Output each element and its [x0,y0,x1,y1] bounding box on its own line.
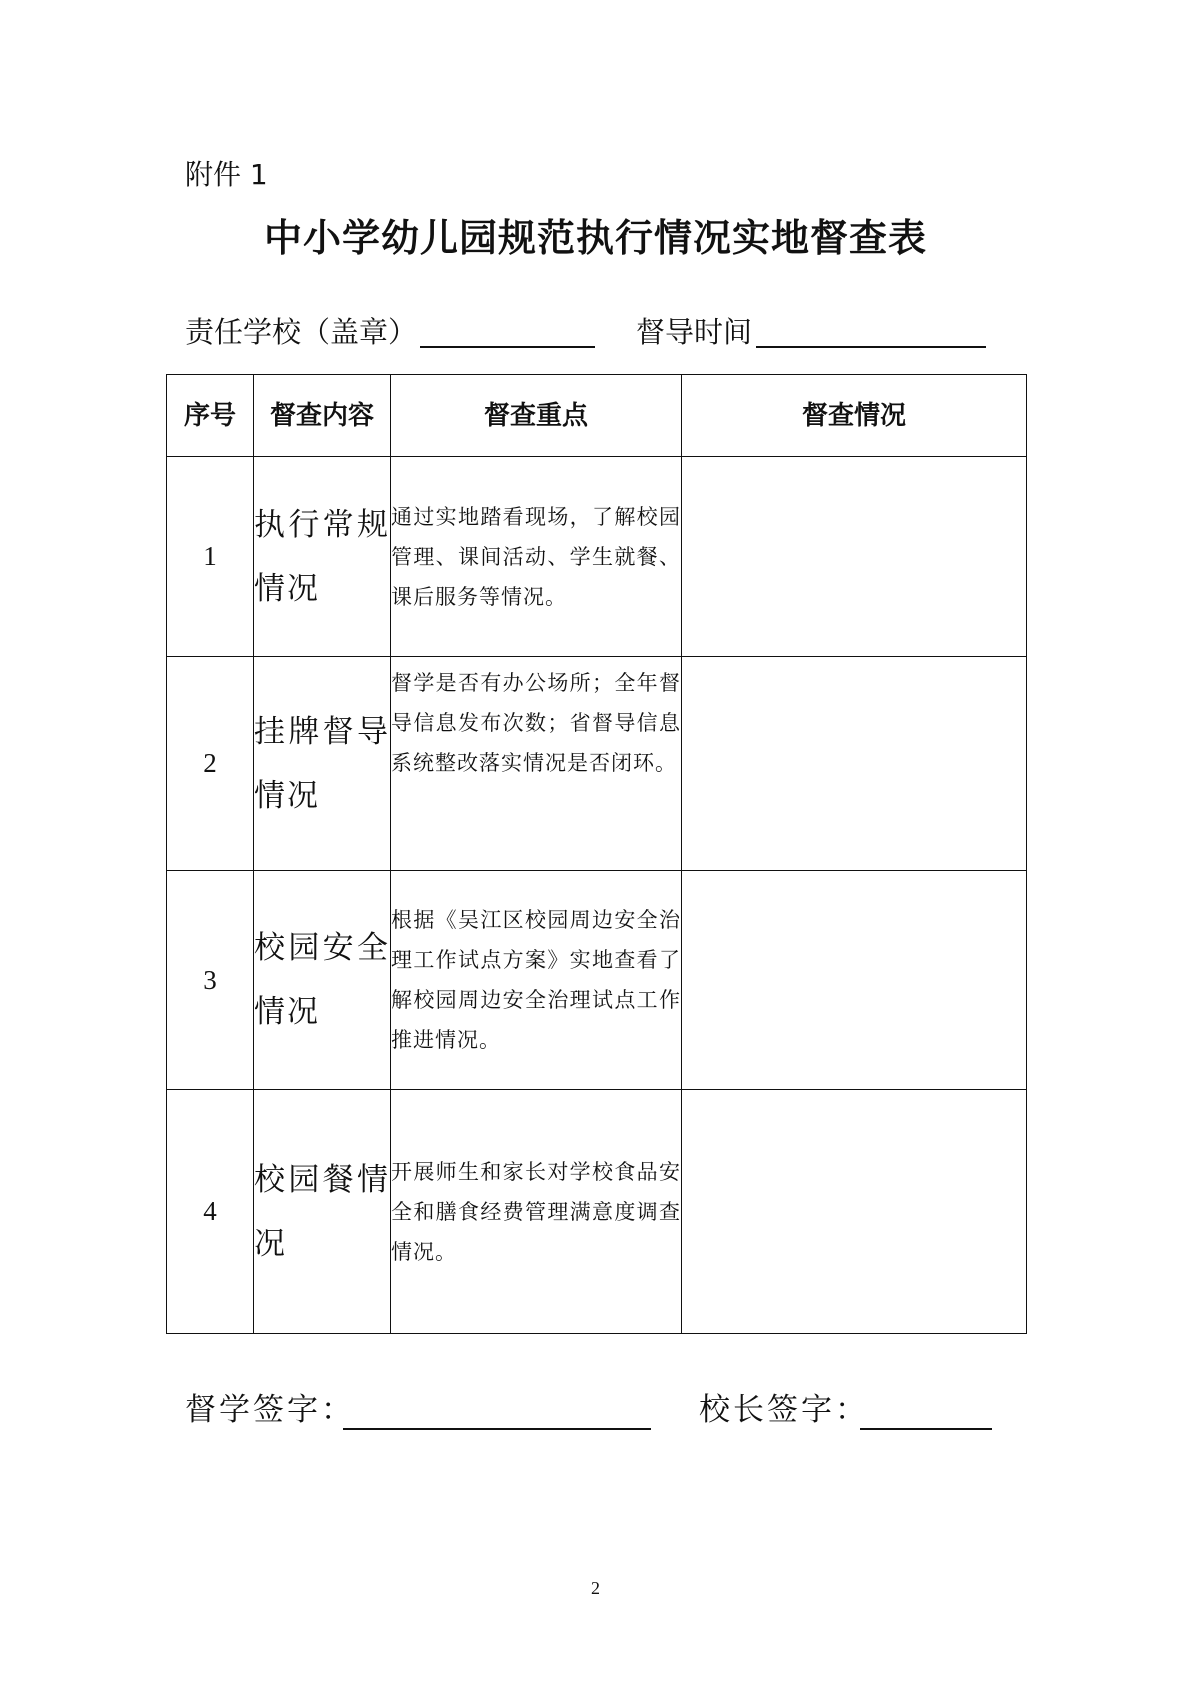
row-status-cell[interactable] [682,1090,1027,1334]
row-status-cell[interactable] [682,871,1027,1090]
time-label: 督导时间 [636,315,753,349]
row-focus: 督学是否有办公场所；全年督导信息发布次数；省督导信息系统整改落实情况是否闭环。 [391,657,682,871]
inspector-signature-label: 督学签字： [185,1392,355,1428]
inspection-table [166,374,1027,1334]
principal-signature-label: 校长签字： [699,1392,869,1428]
document-title: 中小学幼儿园规范执行情况实地督查表 [263,215,927,260]
row-serial: 3 [167,871,254,1090]
row-content: 校园餐情况 [254,1090,391,1334]
header-status: 督查情况 [682,375,1027,457]
principal-signature-line[interactable] [860,1388,992,1430]
row-serial: 2 [167,657,254,871]
table-row [167,1090,1027,1334]
school-label: 责任学校（盖章） [185,315,418,349]
inspector-signature-line[interactable] [343,1388,651,1430]
row-content: 挂牌督导情况 [254,657,391,871]
table-row [167,871,1027,1090]
time-fill-line[interactable] [756,312,986,348]
table-row [167,457,1027,657]
row-focus: 根据《吴江区校园周边安全治理工作试点方案》实地查看了解校园周边安全治理试点工作推进情况。 [391,871,682,1090]
table-header-row [167,375,1027,457]
table-row [167,657,1027,871]
row-focus: 通过实地踏看现场，了解校园管理、课间活动、学生就餐、课后服务等情况。 [391,457,682,657]
header-focus: 督查重点 [391,375,682,457]
row-serial: 1 [167,457,254,657]
header-serial: 序号 [167,375,254,457]
school-signature-line[interactable] [420,312,595,348]
row-serial: 4 [167,1090,254,1334]
row-status-cell[interactable] [682,457,1027,657]
row-content: 校园安全情况 [254,871,391,1090]
row-content: 执行常规情况 [254,457,391,657]
page-number: 2 [591,1578,600,1598]
attachment-label: 附件 1 [185,158,268,191]
row-status-cell[interactable] [682,657,1027,871]
header-content: 督查内容 [254,375,391,457]
row-focus: 开展师生和家长对学校食品安全和膳食经费管理满意度调查情况。 [391,1090,682,1334]
